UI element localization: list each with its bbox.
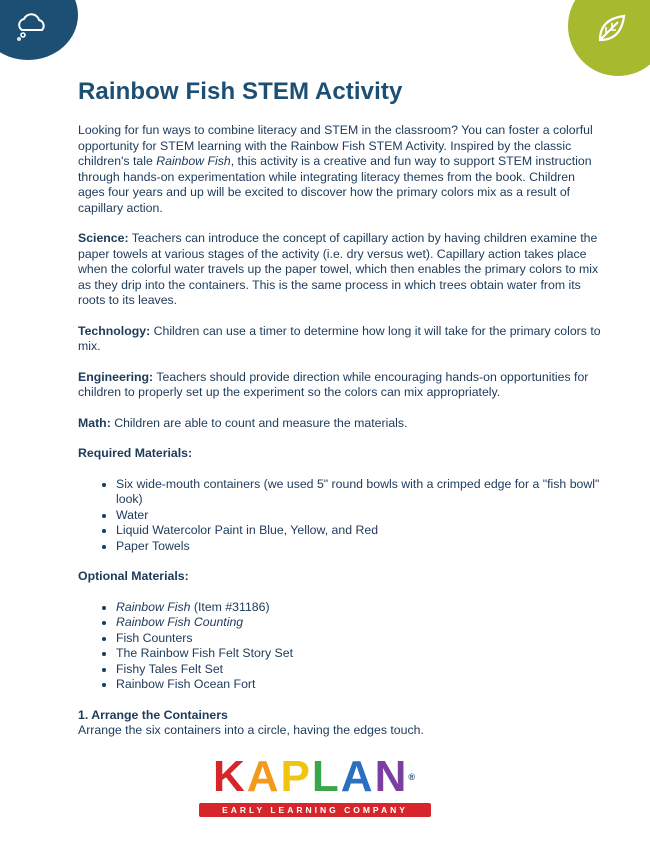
step-1-title: 1. Arrange the Containers (78, 707, 228, 722)
engineering-paragraph: Engineering: Teachers should provide direction while encouraging hands-on opportunities for children to properly set up the experiment so the colors can mix appropriately. (78, 369, 589, 399)
list-item: • Rainbow Fish Counting (116, 615, 603, 631)
page-title: Rainbow Fish STEM Activity (78, 78, 403, 105)
cloud-badge (0, 0, 78, 60)
book-title: Rainbow Fish (156, 154, 231, 168)
logo-letter: L (311, 752, 341, 801)
list-item: • Rainbow Fish (Item #31186) (116, 600, 603, 616)
list-item: • Liquid Watercolor Paint in Blue, Yellow, and Red (116, 523, 603, 539)
logo-wordmark (195, 752, 435, 801)
logo-letter: A (340, 752, 375, 801)
required-materials-heading: Required Materials: (78, 446, 193, 460)
required-materials-list (78, 477, 603, 555)
step-1-body: Arrange the six containers into a circle, having the edges touch. (78, 723, 424, 737)
technology-paragraph: Technology: Children can use a timer to determine how long it will take for the primary colors to mix. (78, 323, 601, 353)
leaf-icon (594, 12, 628, 46)
list-item: • Fishy Tales Felt Set (116, 662, 603, 678)
list-item: • Six wide-mouth containers (we used 5" round bowls with a crimped edge for a "fish bowl" look) (116, 477, 603, 508)
list-item: • Paper Towels (116, 539, 603, 555)
math-paragraph: Math: Children are able to count and measure the materials. (78, 415, 408, 430)
list-item: • Water (116, 508, 603, 524)
cloud-icon (14, 12, 50, 42)
optional-materials-list (78, 600, 603, 693)
logo-letter: A (246, 752, 281, 801)
logo-tagline: EARLY LEARNING COMPANY (199, 803, 431, 817)
logo-letter: K (212, 752, 247, 801)
intro-paragraph: Looking for fun ways to combine literacy and STEM in the classroom? You can foster a colorful opportunity for STEM learning with the Rainbow Fish STEM Activity. Inspired by the classic children's tale Rainbow Fish, this activity is a creative and fun way to support STEM instruction through hands-on experimentation while integrating literacy themes from the book. Children ages four years and up will be excited to discover how the primary colors mix as a result of capillary action. (78, 123, 593, 215)
list-item: • Rainbow Fish Ocean Fort (116, 677, 603, 693)
list-item: • The Rainbow Fish Felt Story Set (116, 646, 603, 662)
science-paragraph: Science: Teachers can introduce the concept of capillary action by having children examine the paper towels at various stages of the activity (i.e. dry versus wet). Capillary action takes place when the colorful water travels up the paper towel, which then enables the primary colors to mix as they drip into the containers. This is the same process in which trees obtain water from its roots to its leaves. (78, 231, 599, 307)
optional-materials-heading: Optional Materials: (78, 569, 189, 583)
logo-letter: N (374, 752, 409, 801)
article-body (78, 123, 603, 739)
logo-letter: P (280, 752, 312, 801)
list-item: • Fish Counters (116, 631, 603, 647)
leaf-badge (568, 0, 650, 76)
kaplan-logo (195, 752, 435, 817)
registered-mark: ® (408, 772, 417, 782)
